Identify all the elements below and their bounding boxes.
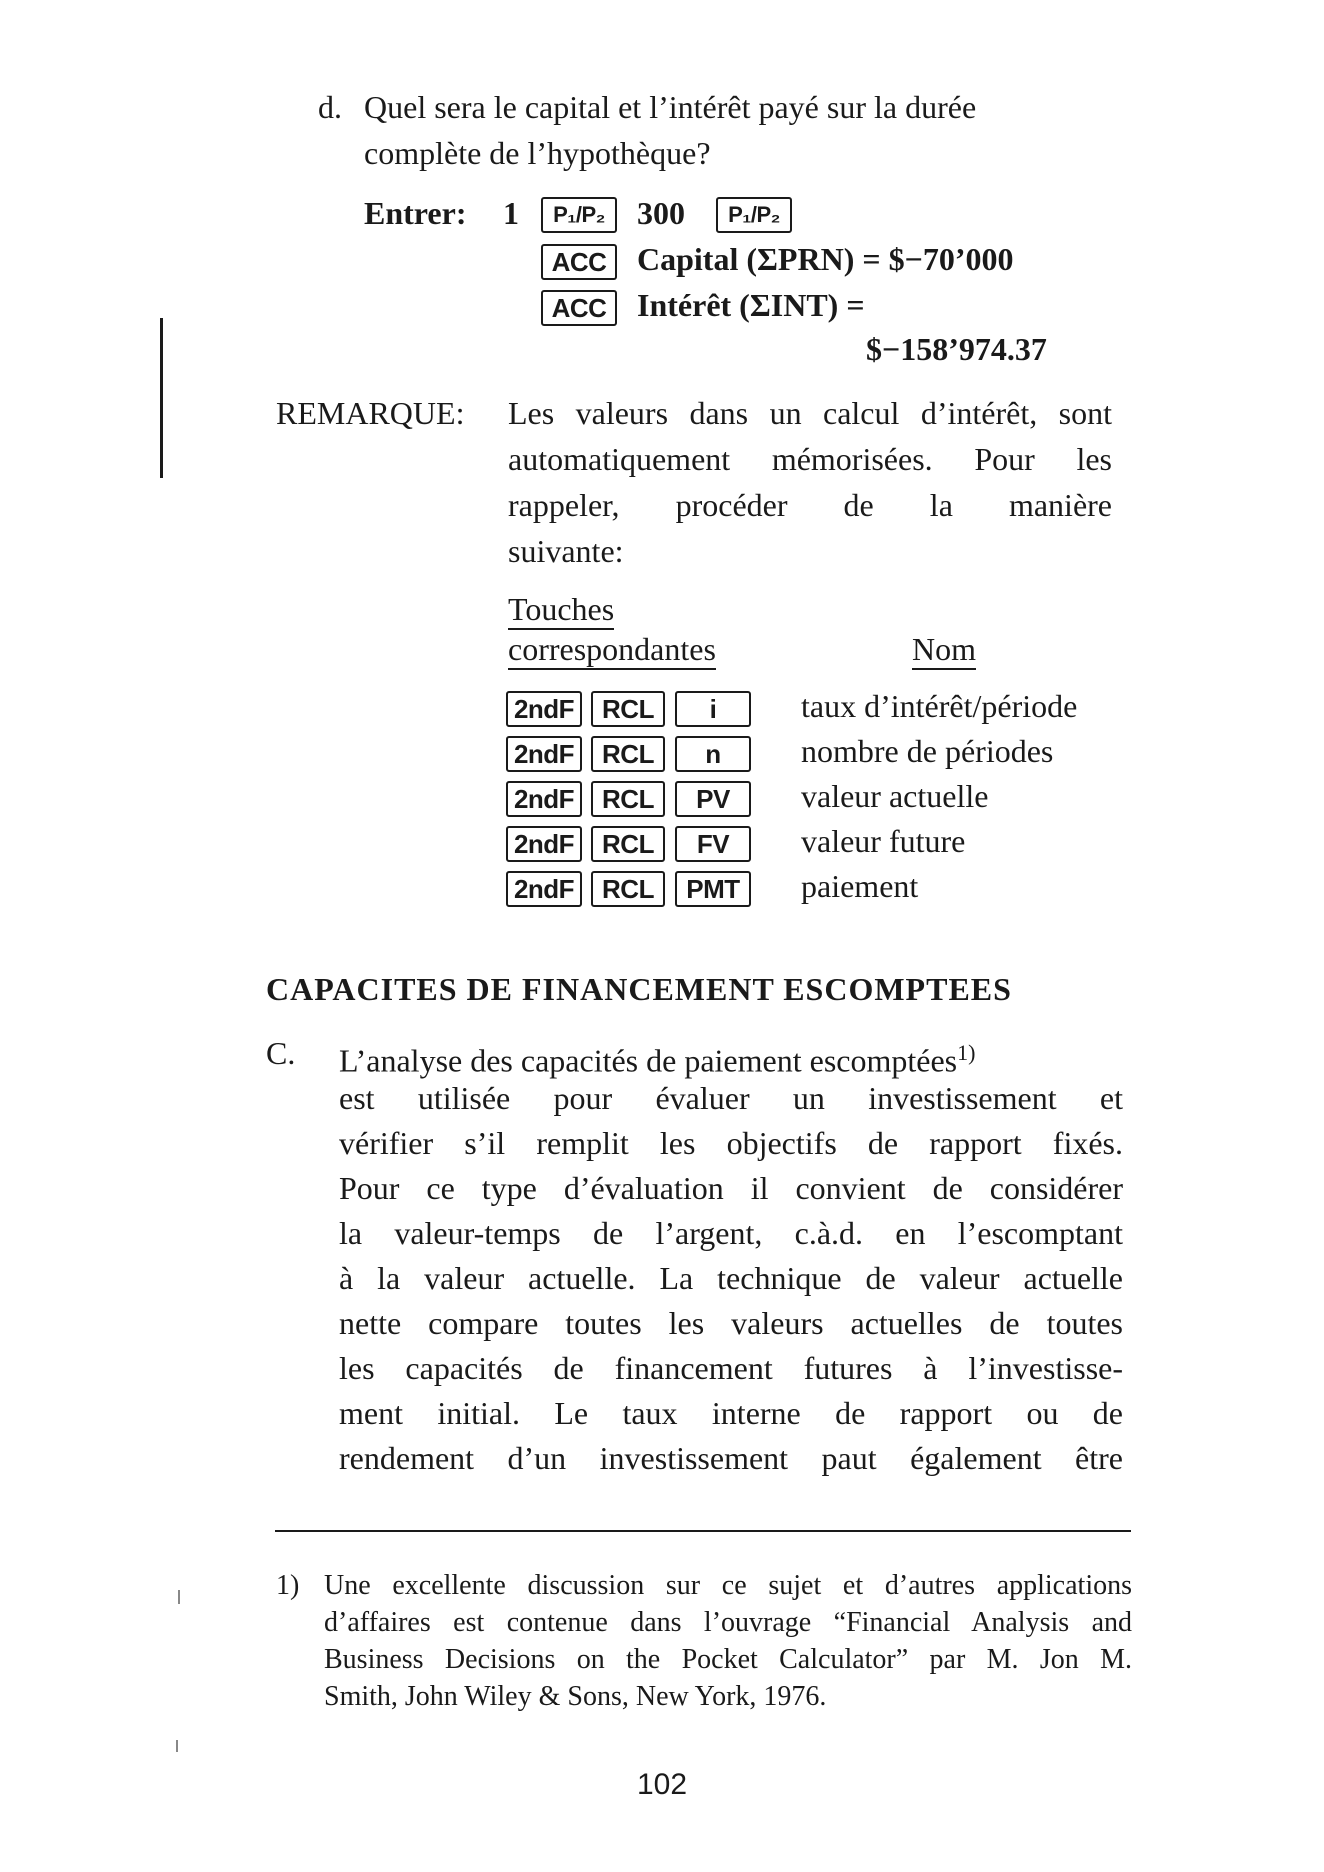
section-line: la valeur-temps de l’argent, c.à.d. en l’escomptant [339,1215,1123,1251]
pv-key: PV [675,781,751,817]
entry-number: 300 [637,195,685,231]
interet-label: Intérêt (ΣINT) = [637,287,865,323]
acc-key: ACC [541,290,617,326]
footnote-line: Une excellente discussion sur ce sujet et d’autres applications [324,1570,1132,1601]
rcl-key: RCL [591,781,665,817]
n-key: n [675,736,751,772]
question-line-2: complète de l’hypothèque? [364,135,711,171]
row-name: nombre de périodes [801,733,1054,769]
section-line: nette compare toutes les valeurs actuelles de toutes [339,1305,1123,1341]
section-line: à la valeur actuelle. La technique de valeur actuelle [339,1260,1123,1296]
section-line: est utilisée pour évaluer un investissement et [339,1080,1123,1116]
rcl-key: RCL [591,826,665,862]
fv-key: FV [675,826,751,862]
2ndf-key: 2ndF [506,691,582,727]
margin-tick [176,1740,178,1752]
question-line-1: Quel sera le capital et l’intérêt payé sur la durée [364,89,977,125]
footnote-line: Business Decisions on the Pocket Calculator” par M. Jon M. [324,1644,1132,1675]
entry-number: 1 [503,195,519,231]
2ndf-key: 2ndF [506,736,582,772]
2ndf-key: 2ndF [506,826,582,862]
page-number: 102 [636,1768,688,1801]
remarque-line: automatiquement mémorisées. Pour les [508,441,1112,477]
footnote-line: d’affaires est contenue dans l’ouvrage “Financial Analysis and [324,1607,1132,1638]
rcl-key: RCL [591,736,665,772]
section-line: rendement d’un investissement paut également être [339,1440,1123,1476]
rcl-key: RCL [591,871,665,907]
table-header-keys [508,626,716,672]
header-keys-line-1: Touches [508,591,614,630]
footnote-reference: 1) [957,1040,976,1065]
section-marker: C. [266,1035,296,1071]
section-line: Pour ce type d’évaluation il convient de considérer [339,1170,1123,1206]
capital-result: Capital (ΣPRN) = $−70’000 [637,241,1014,277]
section-line: ment initial. Le taux interne de rapport ou de [339,1395,1123,1431]
margin-tick [178,1590,180,1604]
remarque-line: suivante: [508,533,624,569]
section-heading: CAPACITES DE FINANCEMENT ESCOMPTEES [266,971,1012,1007]
pmt-key: PMT [675,871,751,907]
margin-bar [160,318,163,478]
interet-value: $−158’974.37 [866,331,1047,367]
row-name: paiement [801,868,919,904]
row-name: valeur actuelle [801,778,989,814]
p1p2-key: P₁/P₂ [716,197,792,233]
header-name: Nom [912,631,976,670]
rcl-key: RCL [591,691,665,727]
question-marker: d. [318,89,342,125]
footnote-line: Smith, John Wiley & Sons, New York, 1976. [324,1681,827,1712]
header-keys-line-2: correspondantes [508,631,716,670]
remarque-line: Les valeurs dans un calcul d’intérêt, sont [508,395,1112,431]
footnote-marker: 1) [276,1570,300,1601]
row-name: taux d’intérêt/période [801,688,1078,724]
entry-label: Entrer: [364,195,467,231]
2ndf-key: 2ndF [506,781,582,817]
row-name: valeur future [801,823,966,859]
i-key: i [675,691,751,727]
p1p2-key: P₁/P₂ [541,197,617,233]
section-first-line-text: L’analyse des capacités de paiement escomptées [339,1042,958,1079]
footnote-separator [275,1530,1131,1532]
remarque-label: REMARQUE: [276,395,465,431]
remarque-line: rappeler, procéder de la manière [508,487,1112,523]
table-header-name [912,626,976,672]
acc-key: ACC [541,244,617,280]
section-line: vérifier s’il remplit les objectifs de rapport fixés. [339,1125,1123,1161]
section-line: les capacités de financement futures à l’investisse- [339,1350,1123,1386]
2ndf-key: 2ndF [506,871,582,907]
